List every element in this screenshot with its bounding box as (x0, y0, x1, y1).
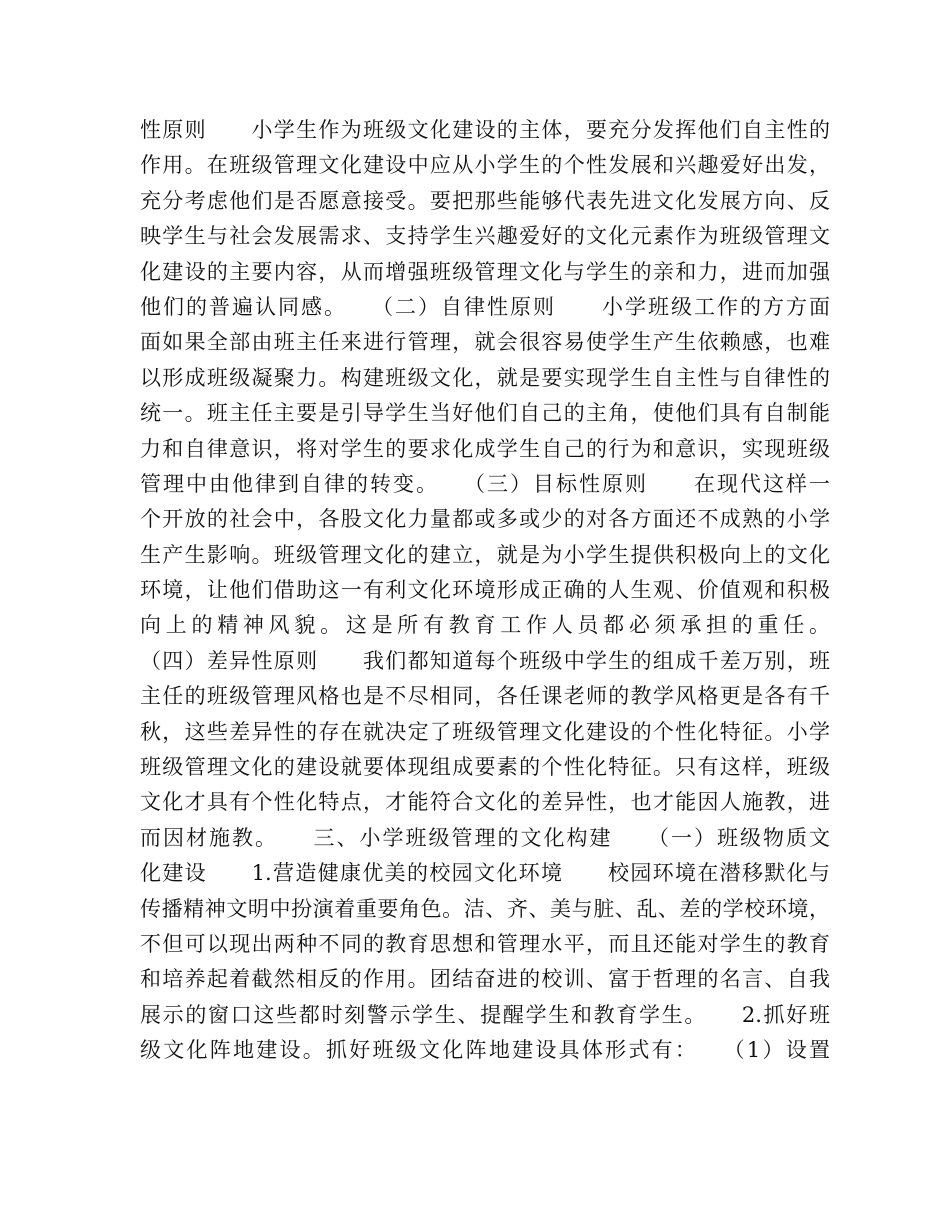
text-line: 展示的窗口这些都时刻警示学生、提醒学生和教育学生。 2.抓好班 (140, 1002, 830, 1027)
text-line: 映学生与社会发展需求、支持学生兴趣爱好的文化元素作为班级管理文 (140, 224, 830, 249)
text-line: 性原则 小学生作为班级文化建设的主体，要充分发挥他们自主性的 (140, 118, 830, 142)
text-line: 环境，让他们借助这一有利文化环境形成正确的人生观、价值观和积极 (140, 578, 830, 603)
text-line: 他们的普遍认同感。 （二）自律性原则 小学班级工作的方方面 (140, 294, 830, 319)
text-line: 以形成班级凝聚力。构建班级文化，就是要实现学生自主性与自律性的 (140, 365, 830, 390)
text-line: 级文化阵地建设。抓好班级文化阵地建设具体形式有： （1）设置 (140, 1038, 830, 1063)
text-line: 文化才具有个性化特点，才能符合文化的差异性，也才能因人施教，进 (140, 790, 830, 815)
text-line: 面如果全部由班主任来进行管理，就会很容易使学生产生依赖感，也难 (140, 330, 830, 355)
text-line: 而因材施教。 三、小学班级管理的文化构建 （一）班级物质文 (140, 825, 830, 850)
text-line: 化建设的主要内容，从而增强班级管理文化与学生的亲和力，进而加强 (140, 259, 830, 284)
text-line: 力和自律意识，将对学生的要求化成学生自己的行为和意识，实现班级 (140, 436, 830, 461)
body-text (140, 113, 830, 1069)
text-line: 化建设 1.营造健康优美的校园文化环境 校园环境在潜移默化与 (140, 861, 830, 886)
text-line: 个开放的社会中，各股文化力量都或多或少的对各方面还不成熟的小学 (140, 507, 830, 532)
text-line: 班级管理文化的建设就要体现组成要素的个性化特征。只有这样，班级 (140, 755, 830, 780)
text-line: 充分考虑他们是否愿意接受。要把那些能够代表先进文化发展方向、反 (140, 188, 830, 213)
text-line: 主任的班级管理风格也是不尽相同，各任课老师的教学风格更是各有千 (140, 684, 830, 709)
text-line: 传播精神文明中扮演着重要角色。洁、齐、美与脏、乱、差的学校环境， (140, 896, 830, 921)
text-line: 管理中由他律到自律的转变。 （三）目标性原则 在现代这样一 (140, 471, 830, 496)
text-line: 统一。班主任主要是引导学生当好他们自己的主角，使他们具有自制能 (140, 401, 830, 426)
text-line: 不但可以现出两种不同的教育思想和管理水平，而且还能对学生的教育 (140, 931, 830, 956)
text-line: 秋，这些差异性的存在就决定了班级管理文化建设的个性化特征。小学 (140, 719, 830, 744)
text-line: 作用。在班级管理文化建设中应从小学生的个性发展和兴趣爱好出发， (140, 153, 830, 178)
text-line: 和培养起着截然相反的作用。团结奋进的校训、富于哲理的名言、自我 (140, 967, 830, 992)
text-line: 生产生影响。班级管理文化的建立，就是为小学生提供积极向上的文化 (140, 542, 830, 567)
text-line: （四）差异性原则 我们都知道每个班级中学生的组成千差万别，班 (140, 648, 830, 673)
text-line: 向上的精神风貌。这是所有教育工作人员都必须承担的重任。 (140, 613, 830, 638)
